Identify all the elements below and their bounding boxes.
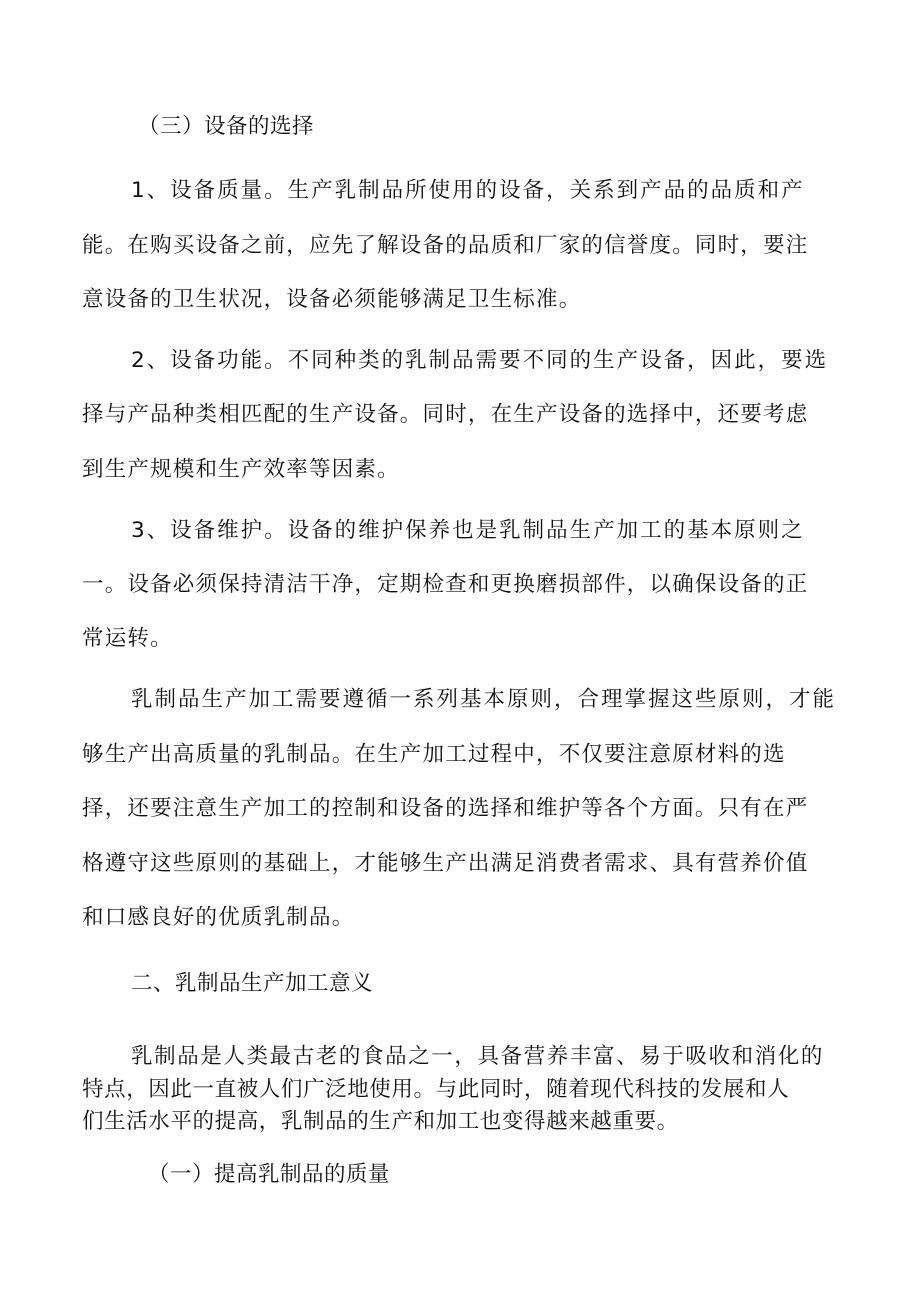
paragraph-line: 1、设备质量。生产乳制品所使用的设备，关系到产品的品质和产 — [131, 178, 805, 203]
subsection-heading-quality: （一）提高乳制品的质量 — [148, 1162, 391, 1187]
paragraph-line: 意设备的卫生状况，设备必须能够满足卫生标准。 — [82, 287, 582, 312]
paragraph-line: 和口感良好的优质乳制品。 — [82, 905, 355, 930]
paragraph-line: 们生活水平的提高，乳制品的生产和加工也变得越来越重要。 — [82, 1109, 679, 1134]
section-heading-significance: 二、乳制品生产加工意义 — [131, 971, 374, 996]
paragraph-line: 能。在购买设备之前，应先了解设备的品质和厂家的信誉度。同时，要注 — [82, 233, 809, 258]
paragraph-line: 择与产品种类相匹配的生产设备。同时，在生产设备的选择中，还要考虑 — [82, 402, 809, 427]
paragraph-line: 2、设备功能。不同种类的乳制品需要不同的生产设备，因此，要选 — [131, 348, 829, 373]
paragraph-line: 格遵守这些原则的基础上，才能够生产出满足消费者需求、具有营养价值 — [82, 851, 809, 876]
paragraph-line: 乳制品是人类最古老的食品之一，具备营养丰富、易于吸收和消化的 — [131, 1044, 825, 1069]
paragraph-line: 3、设备维护。设备的维护保养也是乳制品生产加工的基本原则之 — [131, 518, 805, 543]
paragraph-line: 择，还要注意生产加工的控制和设备的选择和维护等各个方面。只有在严 — [82, 796, 809, 821]
paragraph-line: 到生产规模和生产效率等因素。 — [82, 457, 400, 482]
paragraph-line: 一。设备必须保持清洁干净，定期检查和更换磨损部件，以确保设备的正 — [82, 572, 809, 597]
subsection-heading-equipment-selection: （三）设备的选择 — [138, 114, 315, 139]
paragraph-line: 特点，因此一直被人们广泛地使用。与此同时，随着现代科技的发展和人 — [82, 1077, 790, 1102]
paragraph-line: 常运转。 — [82, 626, 173, 651]
paragraph-line: 够生产出高质量的乳制品。在生产加工过程中，不仅要注意原材料的选 — [82, 742, 786, 767]
paragraph-line: 乳制品生产加工需要遵循一系列基本原则，合理掌握这些原则，才能 — [131, 687, 837, 712]
